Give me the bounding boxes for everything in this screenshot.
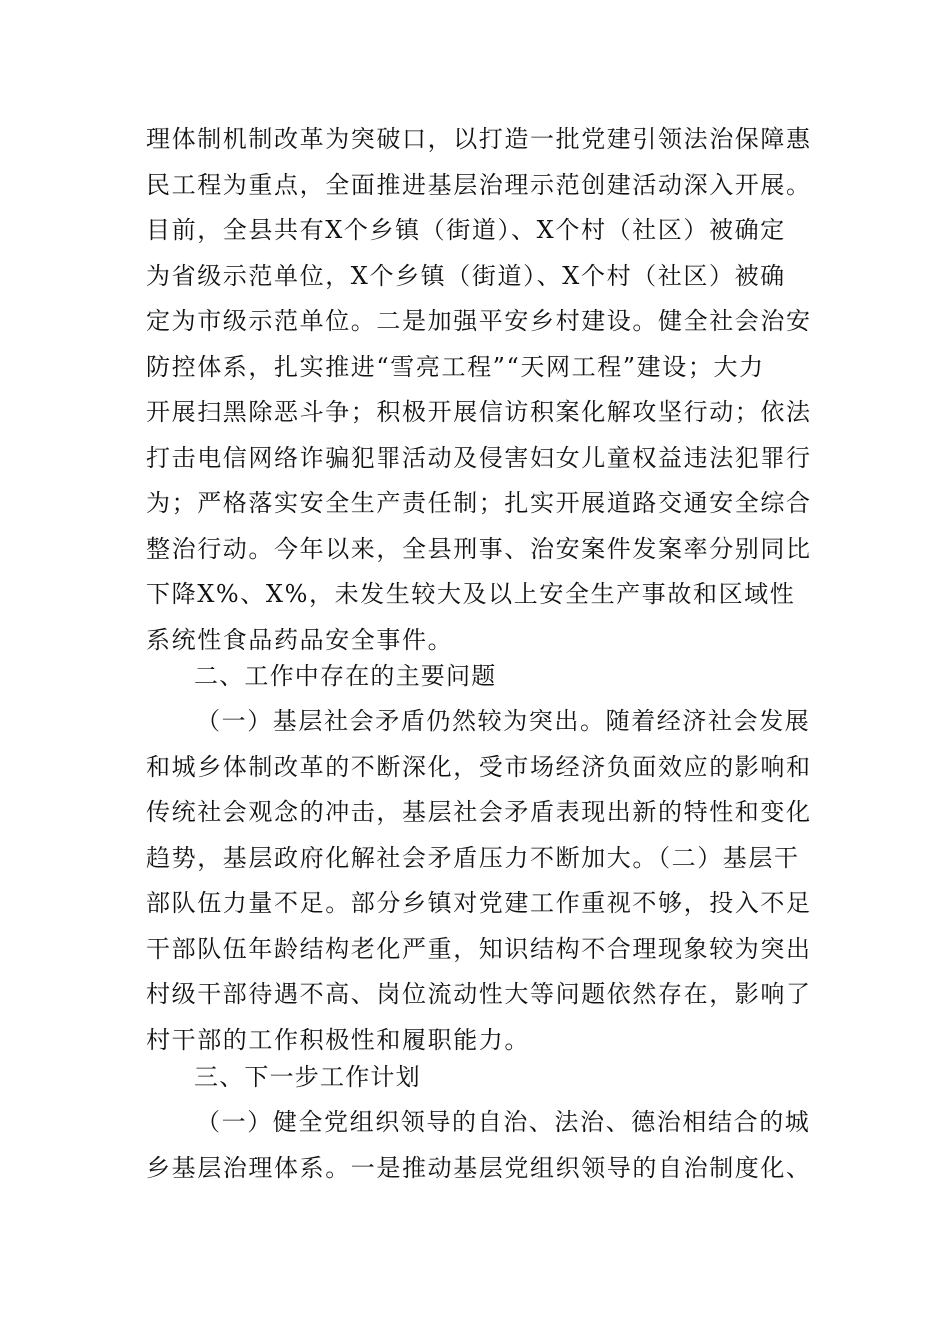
text-line: 民工程为重点，全面推进基层治理示范创建活动深入开展。 — [146, 170, 812, 199]
section-heading-problems: 二、工作中存在的主要问题 — [194, 662, 497, 690]
paragraph-next-steps — [146, 1100, 812, 1191]
text-line: 整治行动。今年以来，全县刑事、治安案件发案率分别同比 — [146, 534, 812, 563]
text-line: 为省级示范单位，X个乡镇（街道）、X个村（社区）被确 — [146, 261, 786, 290]
text-line: 传统社会观念的冲击，基层社会矛盾表现出新的特性和变化 — [146, 798, 812, 826]
text-line: （一）基层社会矛盾仍然较为突出。随着经济社会发展 — [196, 707, 811, 735]
paragraph-problems — [146, 699, 812, 1063]
text-line: 目前，全县共有X个乡镇（街道）、X个村（社区）被确定 — [146, 216, 786, 244]
text-line: 防控体系，扎实推进“雪亮工程”“天网工程”建设；大力 — [146, 352, 765, 381]
text-line: 干部队伍年龄结构老化严重，知识结构不合理现象较为突出 — [146, 934, 812, 963]
text-line: 开展扫黑除恶斗争；积极开展信访积案化解攻坚行动；依法 — [146, 398, 812, 426]
text-line: 为；严格落实安全生产责任制；扎实开展道路交通安全综合 — [146, 489, 812, 517]
paragraph-achievements — [146, 117, 812, 663]
text-line: 趋势，基层政府化解社会矛盾压力不断加大。（二）基层干 — [146, 843, 800, 872]
text-line: 村级干部待遇不高、岗位流动性大等问题依然存在，影响了 — [146, 980, 812, 1008]
text-line: 理体制机制改革为突破口，以打造一批党建引领法治保障惠 — [146, 125, 812, 153]
section-heading-next-steps: 三、下一步工作计划 — [194, 1063, 421, 1091]
text-line: 系统性食品药品安全事件。 — [146, 625, 454, 654]
text-line: 村干部的工作积极性和履职能力。 — [146, 1025, 530, 1054]
text-line: 定为市级示范单位。二是加强平安乡村建设。健全社会治安 — [146, 307, 812, 335]
text-line: 打击电信网络诈骗犯罪活动及侵害妇女儿童权益违法犯罪行 — [146, 443, 812, 472]
text-line: 乡基层治理体系。一是推动基层党组织领导的自治制度化、 — [146, 1153, 812, 1182]
text-line: （一）健全党组织领导的自治、法治、德治相结合的城 — [196, 1108, 811, 1136]
text-line: 部队伍力量不足。部分乡镇对党建工作重视不够，投入不足 — [146, 889, 812, 917]
text-line: 下降X%、X%，未发生较大及以上安全生产事故和区域性 — [146, 580, 796, 608]
text-line: 和城乡体制改革的不断深化，受市场经济负面效应的影响和 — [146, 752, 812, 781]
